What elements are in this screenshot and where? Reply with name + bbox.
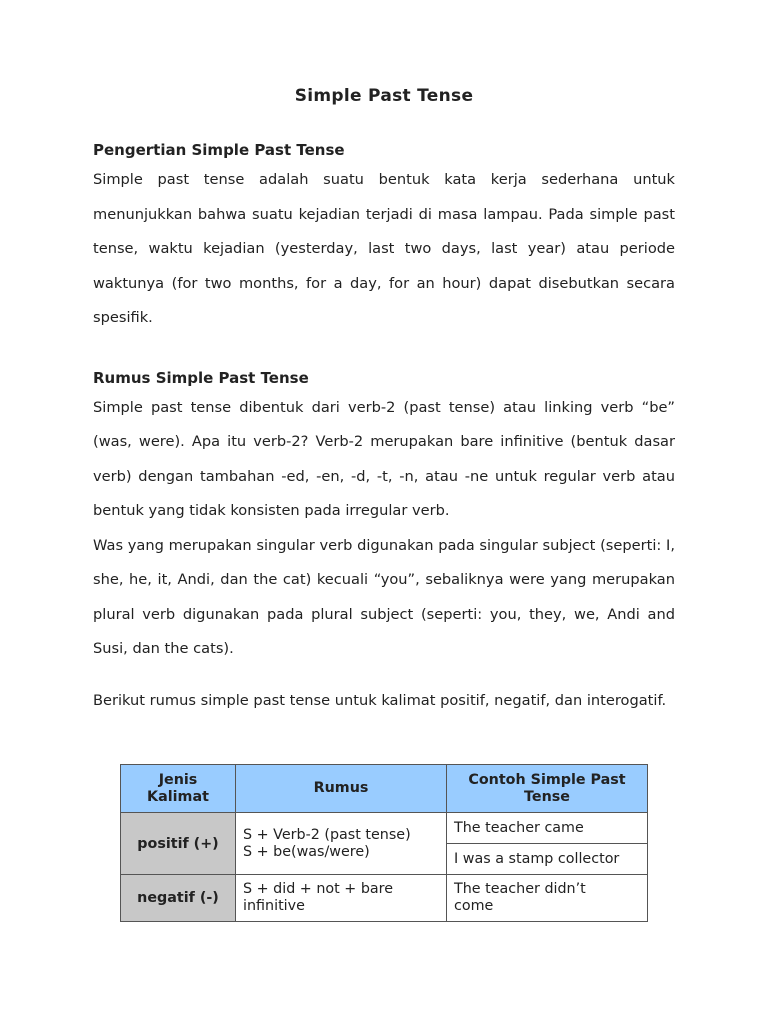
example-positive-2: I was a stamp collector [447,844,648,875]
row-label-negative: negatif (-) [121,875,236,922]
table-intro-paragraph: Berikut rumus simple past tense untuk kalimat positif, negatif, dan interogatif. [93,691,667,709]
header-example [447,765,648,813]
example-negative-line2: come [454,898,494,914]
formula-paragraph-1: Simple past tense dibentuk dari verb-2 (past tense) atau linking verb “be” (was, were). Apa itu verb-2? Verb-2 merupakan bare infinitive (bentuk dasar verb) dengan tambahan -ed, -en, -d, -t, -n, atau -ne untuk regular verb atau bentuk yang tidak konsisten pada irregular verb. [93,398,675,519]
formula-positive-line2: S + be(was/were) [243,843,370,860]
formula-table [120,764,648,922]
formula-positive [236,813,447,875]
header-formula: Rumus [236,765,447,813]
formula-negative-line2: infinitive [243,898,305,914]
section-definition [93,139,675,336]
header-sentence-type-line1: Jenis [158,771,198,788]
header-example-line2: Tense [524,788,570,805]
header-sentence-type-line2: Kalimat [147,788,209,805]
formula-paragraph-2: Was yang merupakan singular verb digunakan pada singular subject (seperti: I, she, he, it, Andi, dan the cat) kecuali “you”, sebaliknya were yang merupakan plural verb digunakan pada plural subject (seperti: you, they, we, Andi and Susi, dan the cats). [93,536,675,657]
header-sentence-type [121,765,236,813]
example-negative-line1: The teacher didn’t [454,881,586,897]
example-negative [447,875,648,922]
definition-paragraph: Simple past tense adalah suatu bentuk kata kerja sederhana untuk menunjukkan bahwa suatu kejadian terjadi di masa lampau. Pada simple past tense, waktu kejadian (yesterday, last two days, last year) atau periode waktunya (for two months, for a day, for an hour) dapat disebutkan secara spesifik. [93,171,675,326]
table-header-row [121,765,648,813]
header-example-line1: Contoh Simple Past [468,771,626,788]
section-heading-definition: Pengertian Simple Past Tense [93,141,345,159]
page-title: Simple Past Tense [294,86,474,106]
formula-negative [236,875,447,922]
row-label-positive: positif (+) [121,813,236,875]
section-heading-formula: Rumus Simple Past Tense [93,368,309,387]
table-row-positive [121,813,648,844]
formula-negative-line1: S + did + not + bare [243,881,394,897]
formula-positive-line1: S + Verb-2 (past tense) [243,826,411,843]
content [93,139,675,714]
table-row-negative [121,875,648,922]
example-positive-1: The teacher came [447,813,648,844]
section-formula [93,367,675,714]
